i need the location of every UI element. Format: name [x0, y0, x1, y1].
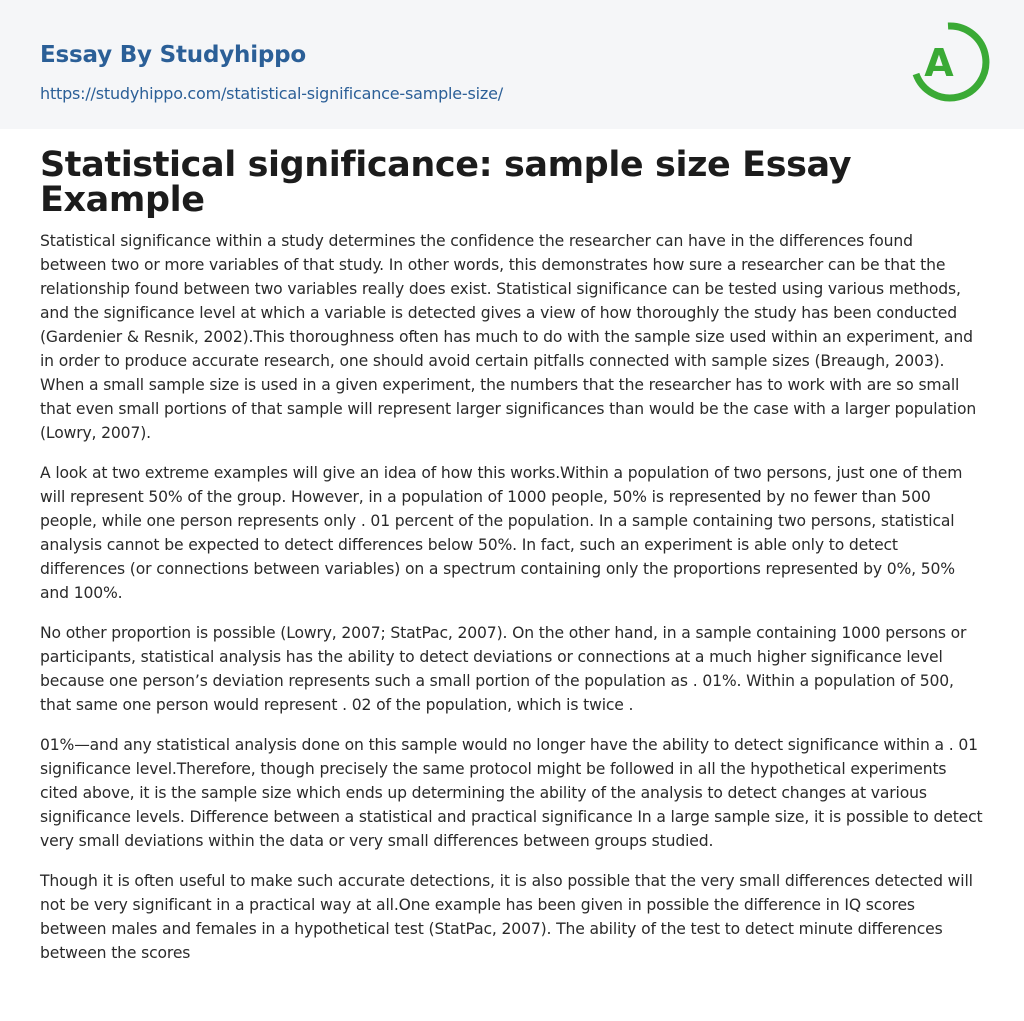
studyhippo-logo-icon[interactable]	[906, 16, 990, 108]
site-brand[interactable]: Essay By Studyhippo	[40, 42, 307, 68]
essay-paragraph: Though it is often useful to make such accurate detections, it is also possible that the very small differences detected will not be very significant in a practical way at all.One example has been given in possible the difference in IQ scores between males and females in a hypothetical test (StatPac, 2007). The ability of the test to detect minute differences between the scores	[40, 872, 973, 962]
essay-paragraph: No other proportion is possible (Lowry, 2007; StatPac, 2007). On the other hand, in a sample containing 1000 persons or participants, statistical analysis has the ability to detect deviations or connections at a much higher significance level because one person’s deviation represents such a small portion of the population as . 01%. Within a population of 500, that same one person would represent . 02 of the population, which is twice .	[40, 624, 967, 714]
site-header	[0, 0, 1024, 129]
essay-paragraph: Statistical significance within a study determines the confidence the researcher can have in the differences found between two or more variables of that study. In other words, this demonstrates how sure a researcher can be that the relationship found between two variables really does exist. Statistical significance can be tested using various methods, and the significance level at which a variable is detected gives a view of how thoroughly the study has been conducted (Gardenier & Resnik, 2002).This thoroughness often has much to do with the sample size used within an experiment, and in order to produce accurate research, one should avoid certain pitfalls connected with sample sizes (Breaugh, 2003). When a small sample size is used in a given experiment, the numbers that the researcher has to work with are so small that even small portions of that sample will represent larger significances than would be the case with a larger population (Lowry, 2007).	[40, 232, 977, 442]
essay-paragraph: 01%—and any statistical analysis done on this sample would no longer have the ability to detect significance within a . 01 significance level.Therefore, though precisely the same protocol might be followed in all the hypothetical experiments cited above, it is the sample size which ends up determining the ability of the analysis to detect changes at various significance levels. Difference between a statistical and practical significance In a large sample size, it is possible to detect very small deviations within the data or very small differences between groups studied.	[40, 736, 983, 850]
essay-title: Statistical significance: sample size Essay Example	[40, 145, 852, 220]
page-url-link[interactable]: https://studyhippo.com/statistical-significance-sample-size/	[40, 84, 503, 103]
essay-body	[40, 229, 984, 981]
essay-paragraph: A look at two extreme examples will give an idea of how this works.Within a population of two persons, just one of them will represent 50% of the group. However, in a population of 1000 people, 50% is represented by no fewer than 500 people, while one person represents only . 01 percent of the population. In a sample containing two persons, statistical analysis cannot be expected to detect differences below 50%. In fact, such an experiment is able only to detect differences (or connections between variables) on a spectrum containing only the proportions represented by 0%, 50% and 100%.	[40, 464, 963, 602]
logo-letter: A	[924, 41, 954, 85]
